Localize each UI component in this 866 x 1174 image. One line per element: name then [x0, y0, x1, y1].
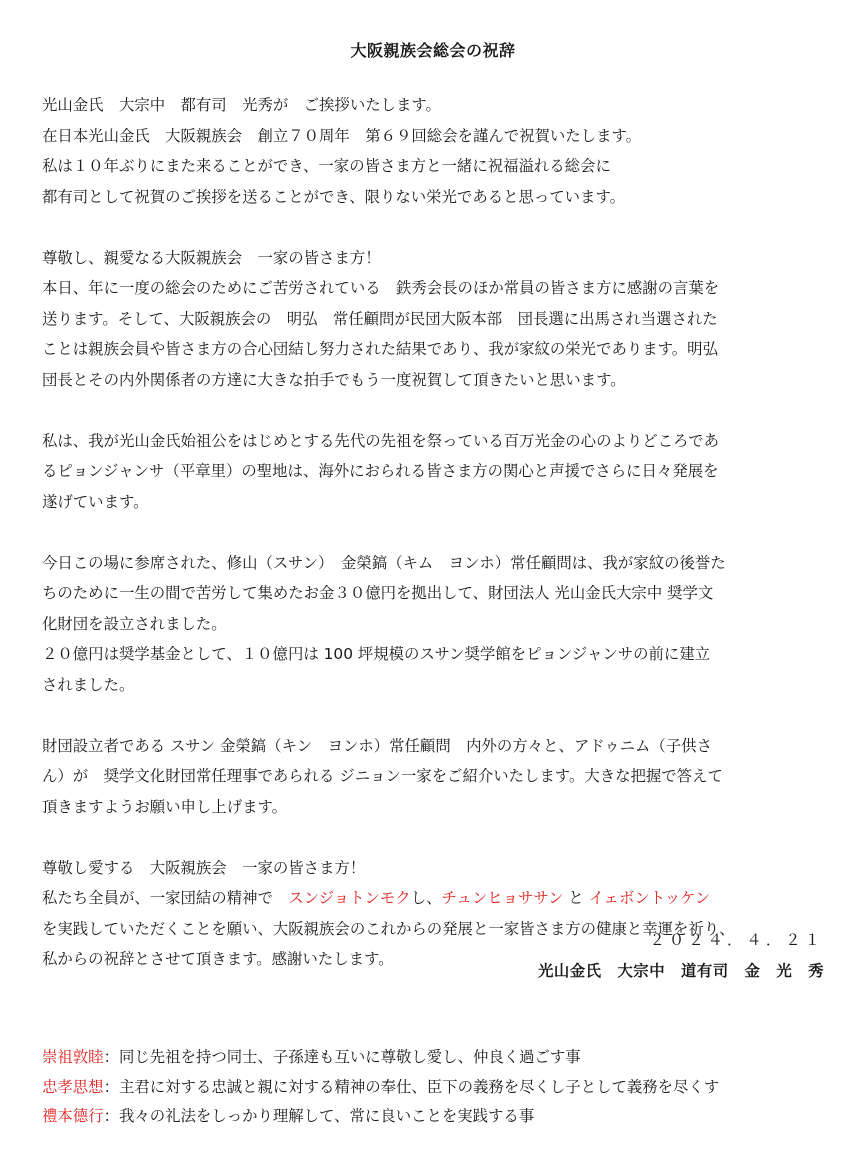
- text-line: ことは親族会員や皆さま方の合心団結し努力された結果であり、我が家紋の栄光であります。明弘: [42, 340, 718, 358]
- paragraph-introduction: [42, 731, 832, 823]
- text-line: ん）が 奨学文化財団常任理事であられる ジニョン一家をご紹介いたします。大きな把握で答えて: [42, 767, 723, 785]
- text-line: を実践していただくことを願い、大阪親族会のこれからの発展と一家皆さま方の健康と幸運を祈り、: [42, 919, 735, 938]
- paragraph-greeting: [42, 90, 832, 212]
- principle-item: [42, 1102, 842, 1132]
- text-line: されました。: [42, 675, 135, 694]
- principle-term: 忠孝思想: [42, 1077, 104, 1096]
- principle-text: ：同じ先祖を持つ同士、子孫達も互いに尊敬し愛し、仲良く過ごす事: [103, 1048, 581, 1066]
- text-fragment: と: [563, 889, 589, 907]
- document-title: 大阪親族会総会の祝辞: [350, 41, 516, 60]
- text-line: 私は１０年ぶりにまた来ることができ、一家の皆さま方と一緒に祝福溢れる総会に: [42, 157, 611, 175]
- text-line: 都有司として祝賀のご挨拶を送ることができ、限りない栄光であると思っています。: [42, 187, 625, 206]
- paragraph-gap: [42, 395, 832, 426]
- text-line: 尊敬し愛する 大阪親族会 一家の皆さま方！: [42, 858, 366, 877]
- highlight-term: チュンヒョササン: [441, 889, 564, 907]
- paragraph-gap: [42, 517, 832, 548]
- text-fragment: 私たち全員が、一家団結の精神で: [42, 889, 289, 907]
- text-line: 在日本光山金氏 大阪親族会 創立７０周年 第６９回総会を謹んで祝賀いたします。: [42, 126, 642, 145]
- paragraph-closing: [42, 853, 832, 975]
- paragraph-foundation: [42, 548, 832, 701]
- principle-item: [42, 1073, 842, 1103]
- text-line-with-highlights: [42, 883, 832, 914]
- principles-list: [42, 1043, 842, 1132]
- text-line: 財団設立者である スサン 金榮鎬（キン ヨンホ）常任顧問 内外の方々と、アドゥニム（子供さ: [42, 736, 712, 755]
- text-line: 化財団を設立されました。: [42, 614, 227, 633]
- text-line: 送ります。そして、大阪親族会の 明弘 常任顧問が民団大阪本部 団長選に出馬され当選された: [42, 309, 718, 328]
- text-line: ２０億円は奨学基金として、１０億円は 100 坪規模のスサン奨学館をピョンジャンサの前に建立: [42, 645, 711, 663]
- paragraph-gap: [42, 700, 832, 731]
- text-line: 本日、年に一度の総会のためにご苦労されている 鉄秀会長のほか常員の皆さま方に感謝の言葉を: [42, 279, 720, 297]
- text-line: 今日この場に参席された、修山（スサン） 金榮鎬（キム ヨンホ）常任顧問は、我が家紋の後誉た: [42, 553, 726, 572]
- principle-text: ：主君に対する忠誠と親に対する精神の奉仕、臣下の義務を尽くし子として義務を尽くす: [103, 1077, 720, 1096]
- text-line: 団長とその内外関係者の方達に大きな拍手でもう一度祝賀して頂きたいと思います。: [42, 370, 626, 389]
- principle-item: [42, 1043, 842, 1073]
- principle-term: 禮本德行: [42, 1107, 104, 1125]
- paragraph-thanks: [42, 243, 832, 396]
- text-line: るピョンジャンサ（平章里）の聖地は、海外におられる皆さま方の関心と声援でさらに日々発展を: [42, 462, 719, 480]
- text-line: 頂きますようお願い申し上げます。: [42, 797, 288, 816]
- text-line: 私は、我が光山金氏始祖公をはじめとする先代の先祖を祭っている百万光金の心のよりどころであ: [42, 431, 720, 450]
- text-line: 遂げています。: [42, 492, 149, 511]
- signature: 光山金氏 大宗中 道有司 金 光 秀: [537, 962, 824, 980]
- paragraph-sacred-site: [42, 426, 832, 518]
- text-line: ちのために一生の間で苦労して集めたお金３０億円を拠出して、財団法人 光山金氏大宗中 奨学文: [42, 584, 714, 602]
- document-date: ２０２４．４．２１: [649, 931, 824, 949]
- paragraph-gap: [42, 212, 832, 243]
- principle-text: ：我々の礼法をしっかり理解して、常に良いことを実践する事: [103, 1107, 535, 1125]
- text-line: 私からの祝辞とさせて頂きます。感謝いたします。: [42, 950, 394, 968]
- paragraph-gap: [42, 822, 832, 853]
- speech-body: [42, 90, 832, 975]
- highlight-term: スンジョトンモク: [288, 889, 411, 907]
- highlight-term: イェボントッケン: [588, 889, 711, 907]
- text-line: 光山金氏 大宗中 都有司 光秀が ご挨拶いたします。: [42, 96, 441, 114]
- text-fragment: し、: [410, 889, 442, 907]
- text-line: 尊敬し、親愛なる大阪親族会 一家の皆さま方！: [42, 248, 381, 267]
- principle-term: 崇祖敦睦: [42, 1048, 104, 1066]
